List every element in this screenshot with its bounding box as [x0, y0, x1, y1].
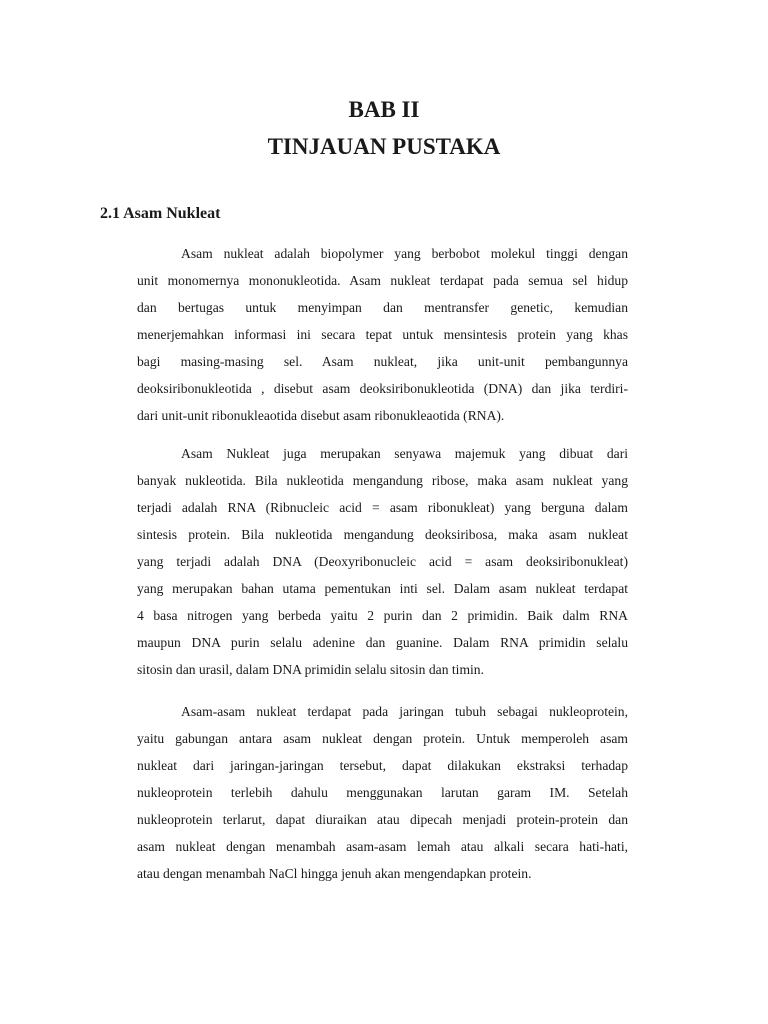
chapter-title: TINJAUAN PUSTAKA [267, 134, 501, 159]
chapter-number: BAB II [348, 97, 420, 122]
paragraph-line: nukleoprotein terlebih dahulu menggunakan larutan garam IM. Setelah [137, 785, 628, 800]
paragraph-line: nukleoprotein terlarut, dapat diuraikan atau dipecah menjadi protein-protein dan [137, 812, 628, 827]
paragraph-line: sitosin dan urasil, dalam DNA primidin selalu sitosin dan timin. [137, 662, 484, 677]
paragraph-line: dari unit-unit ribonukleaotida disebut asam ribonukleaotida (RNA). [137, 408, 505, 423]
paragraph-line: sintesis protein. Bila nukleotida mengandung deoksiribosa, maka asam nukleat [137, 527, 628, 542]
paragraph-line: nukleat dari jaringan-jaringan tersebut, dapat dilakukan ekstraksi terhadap [137, 758, 628, 773]
paragraph-line: 4 basa nitrogen yang berbeda yaitu 2 purin dan 2 primidin. Baik dalm RNA [137, 608, 628, 623]
paragraph-line: banyak nukleotida. Bila nukleotida mengandung ribose, maka asam nukleat yang [137, 473, 628, 488]
paragraph-line: yang merupakan bahan utama pementukan inti sel. Dalam asam nukleat terdapat [137, 581, 628, 596]
paragraph-line: Asam Nukleat juga merupakan senyawa majemuk yang dibuat dari [181, 446, 628, 461]
paragraph-line: unit monomernya mononukleotida. Asam nukleat terdapat pada semua sel hidup [137, 273, 628, 288]
paragraph-line: asam nukleat dengan menambah asam-asam lemah atau alkali secara hati-hati, [137, 839, 628, 854]
paragraph-line: menerjemahkan informasi ini secara tepat untuk mensintesis protein yang khas [137, 327, 628, 342]
paragraph-line: bagi masing-masing sel. Asam nukleat, jika unit-unit pembangunnya [137, 354, 628, 369]
paragraph [137, 240, 628, 429]
paragraph-line: yaitu gabungan antara asam nukleat dengan protein. Untuk memperoleh asam [137, 731, 628, 746]
paragraph [137, 698, 628, 887]
paragraph-line: deoksiribonukleotida , disebut asam deoksiribonukleotida (DNA) dan jika terdiri- [137, 381, 628, 396]
paragraph-line: Asam nukleat adalah biopolymer yang berbobot molekul tinggi dengan [181, 246, 628, 261]
paragraph-line: Asam-asam nukleat terdapat pada jaringan tubuh sebagai nukleoprotein, [181, 704, 628, 719]
paragraph-line: atau dengan menambah NaCl hingga jenuh akan mengendapkan protein. [137, 866, 532, 881]
paragraph-line: yang terjadi adalah DNA (Deoxyribonucleic acid = asam deoksiribonukleat) [137, 554, 628, 569]
section-heading: 2.1 Asam Nukleat [100, 205, 221, 222]
paragraph [137, 440, 628, 683]
paragraph-line: maupun DNA purin selalu adenine dan guanine. Dalam RNA primidin selalu [137, 635, 628, 650]
paragraph-line: dan bertugas untuk menyimpan dan mentransfer genetic, kemudian [137, 300, 628, 315]
paragraph-line: terjadi adalah RNA (Ribnucleic acid = asam ribonukleat) yang berguna dalam [137, 500, 628, 515]
